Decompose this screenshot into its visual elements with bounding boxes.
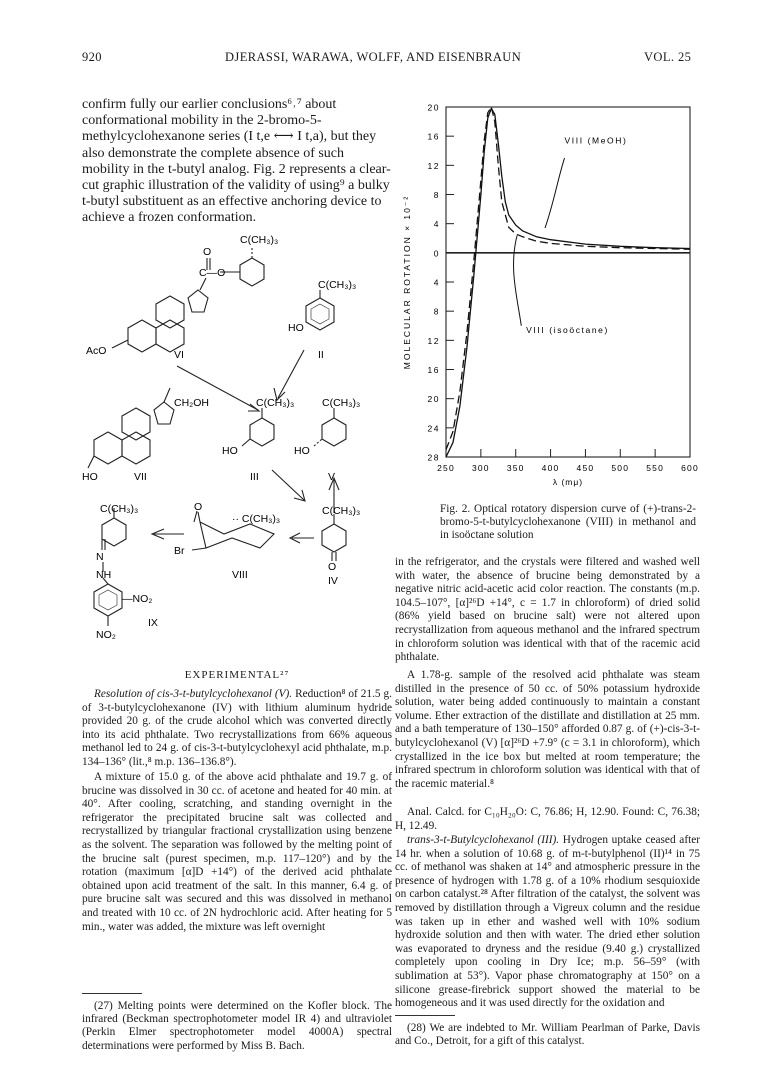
- label-ii: II: [318, 349, 324, 361]
- right-p1: in the refrigerator, and the crystals were filtered and washed well with water, the absence of brucine being demonstrated by a negative nitric acid-acetic acid color reaction. The constants (m.p. 104.5–107°, [α]²⁶D +14°, c = 1.7 in chloroform) of dried solid (86% yield based on brucine salt) were not altered upon recrystallization from aqueous methanol and the infrared spectrum in chloroform solution was identical with that of the racemic acid phthalate.: [395, 556, 700, 664]
- label-aco: AcO: [86, 345, 107, 357]
- experimental-p1: [82, 688, 392, 770]
- steroid-ring-a: [128, 320, 156, 352]
- label-ho-iii: HO: [222, 445, 238, 457]
- experimental-p2: A mixture of 15.0 g. of the above acid phthalate and 19.7 g. of brucine was dissolved in 30 cc. of acetone and heated for 40 min. at 40°. After cooling, scratching, and standing overnight in the refrigerator the precipitated brucine salt was collected and recrystallized by triangular fractional crystallization using benzene as the solvent. The separation was followed by the melting point of the brucine salt (purest specimen, m.p. 117–120°) and by the rotation (maximum [α]D +14°) of the derived acid phthalate obtained upon acid treatment of the salt. In this manner, 6.4 g. of pure brucine salt was secured and this was dissolved in methanol and treated with 10 cc. of 2N hydrochloric acid. After heating for 5 min., water was added, the mixture was left overnight: [82, 771, 392, 933]
- footnote-27: (27) Melting points were determined on the Kofler block. The infrared (Beckman spectrophotometer model IR 4) and ultraviolet (Perkin Elmer spectrophotometer model 4000A) spectral determinations were performed by Miss B. Bach.: [82, 1000, 392, 1052]
- y-tick-label: 8: [433, 190, 440, 200]
- chair-viii: [200, 522, 274, 548]
- y-tick-label: 0: [433, 248, 440, 259]
- label-no2-a: —NO₂: [122, 593, 153, 605]
- pointer-isooctane: [514, 235, 522, 325]
- y-tick-label: 20: [427, 102, 440, 113]
- x-tick-label: 450: [576, 463, 595, 473]
- label-c-o: C—O: [199, 267, 226, 279]
- ring-iv: [322, 524, 346, 552]
- label-no2-b: NO₂: [96, 629, 116, 641]
- chemical-scheme: [82, 228, 394, 660]
- y-tick-label: 20: [427, 394, 440, 405]
- label-ix: IX: [148, 617, 158, 629]
- label-viii: VIII: [232, 569, 248, 581]
- ord-curves: [446, 107, 690, 457]
- right-p3: Anal. Calcd. for C₁₀H₂₀O: C, 76.86; H, 12.90. Found: C, 76.38; H, 12.49.: [395, 806, 700, 832]
- label-o-viii: O: [194, 501, 203, 513]
- y-tick-label: 4: [433, 219, 440, 230]
- label-c-ch3-top: C(CH₃)₃: [240, 234, 279, 246]
- ring-ix-aryl: [94, 584, 122, 616]
- steroid-ring-b: [156, 320, 184, 352]
- pointer-methanol: [545, 158, 565, 228]
- label-c-ch3-iv: C(CH₃)₃: [322, 505, 361, 517]
- x-tick-label: 350: [506, 463, 525, 473]
- x-tick-label: 600: [681, 463, 699, 473]
- annotation-isooctane: VIII (isoöctane): [526, 325, 609, 336]
- label-iv: IV: [328, 575, 338, 587]
- y-tick-label: 24: [427, 423, 440, 434]
- right-p4-text: Hydrogen uptake ceased after 14 hr. when a solution of 10.68 g. of m-t-butylphenol (II)¹⁴ in 75 cc. of methanol was shaken at 14° and atmospheric pressure in the presence of hydrogen with 1.78 g. of a 10% rhodium sesquioxide on carbon catalyst.²⁸ After filtration of the catalyst, the solvent was removed by distillation through a Vigreux column and the residue was taken up in ether and washed well with 10% sodium hydroxide solution and then with water. The dried ether solution was evaporated to dryness and the residue (9.40 g.) crystallized completely upon cooling in Dry Ice; m.p. 56–59° (with sublimation at 53°). Vapor phase chromatography at 150° on a silicone grease-firebrick support showed the material to be homogeneous and it was used directly for the oxidation and: [395, 834, 700, 1010]
- right-p2: A 1.78-g. sample of the resolved acid phthalate was steam distilled in the presence of 50 cc. of 50% potassium hydroxide solution, water being added continuously to maintain a constant volume. Ether extraction of the distillate and distillation at 25 mm. and a bath temperature of 130–150° afforded 0.87 g. of (+)-cis-3-t-butylcyclohexanol (V) [α]²⁶D +7.9° (c = 3.1 in chloroform), which crystallized in the ice box but melted at room temperature; the infrared spectrum in chloroform solution was identical with that of the racemic material.⁸: [395, 669, 700, 790]
- y-tick-label: 16: [427, 365, 440, 375]
- arrow-ii-iii: [278, 350, 304, 398]
- y-tick-label: 16: [427, 131, 440, 142]
- label-ho-vii: HO: [82, 471, 98, 483]
- ring-ix-top: [102, 518, 126, 546]
- label-c-ch3-viii: ·· C(CH₃)₃: [232, 513, 281, 525]
- ord-chart-svg: [400, 95, 700, 500]
- annotation-methanol: VIII (MeOH): [564, 135, 628, 146]
- scheme-drawing: [82, 228, 394, 660]
- x-tick-label: 400: [541, 463, 560, 473]
- y-axis-label: MOLECULAR ROTATION × 10⁻²: [402, 194, 412, 370]
- label-c-ch3-ii: C(CH₃)₃: [318, 279, 357, 291]
- y-tick-label: 8: [433, 306, 440, 317]
- label-v: V: [328, 471, 336, 483]
- volume-label: VOL. 25: [644, 50, 692, 64]
- running-title: DJERASSI, WARAWA, WOLFF, AND EISENBRAUN: [225, 50, 522, 64]
- label-c-ch3-iii: C(CH₃)₃: [256, 397, 295, 409]
- arrow-iii-viii: [272, 470, 304, 500]
- experimental-p1-text: Reduction⁸ of 21.5 g. of 3-t-butylcyclohexanone (IV) with lithium aluminum hydride provided 20 g. of the crude alcohol which was converted directly into its acid phthalate. Two recrystallizations from 66% aqueous methanol led to 24 g. of cis-3-t-butylcyclohexyl acid phthalate, m.p. 134–136° (lit.,⁸ m.p. 136–136.8°).: [82, 688, 393, 768]
- label-iii: III: [250, 471, 259, 483]
- x-tick-label: 300: [471, 463, 490, 473]
- steroid-ring-d: [188, 290, 208, 312]
- label-ho-v: HO: [294, 445, 310, 457]
- label-o-iv: O: [328, 561, 337, 573]
- footnote-rule-left: [82, 993, 142, 994]
- steroid-ring-c: [156, 296, 184, 328]
- right-p4-title: trans-3-t-Butylcyclohexanol (III).: [407, 834, 560, 846]
- footnote-28: (28) We are indebted to Mr. William Pearlman of Parke, Davis and Co., Detroit, for a gift of this catalyst.: [395, 1022, 700, 1048]
- y-tick-label: 28: [427, 452, 440, 463]
- experimental-p1-title: Resolution of cis-3-t-butylcyclohexanol (V).: [94, 688, 293, 700]
- x-tick-label: 550: [646, 463, 665, 473]
- x-tick-label: 500: [611, 463, 630, 473]
- ord-axes: [402, 103, 699, 488]
- label-nh: NH: [96, 569, 112, 581]
- ord-labels: [514, 135, 628, 335]
- y-tick-label: 12: [427, 160, 440, 171]
- right-p4: [395, 834, 700, 1011]
- footnote-rule-right: [395, 1015, 455, 1016]
- ring-phenol: [306, 298, 334, 330]
- intro-paragraph: confirm fully our earlier conclusions⁶˒⁷ about conformational mobility in the 2-bromo-5-methylcyclohexanone series (I t,e ⟷ I t,a), but they also demonstrate the complete absence of such mobility in the t-butyl analog. Fig. 2 represents a clear-cut graphic illustration of the validity of using⁹ a bulky t-butyl substituent as an effective anchoring device to achieve a frozen conformation.: [82, 97, 391, 226]
- label-br: Br: [174, 545, 185, 557]
- ring-iii: [250, 418, 274, 446]
- label-o-top: O: [203, 246, 212, 258]
- experimental-heading: EXPERIMENTAL²⁷: [184, 669, 290, 681]
- ring-ester: [240, 258, 264, 286]
- label-ch2oh: CH₂OH: [174, 397, 209, 409]
- label-vi: VI: [174, 349, 184, 361]
- ring-v: [322, 418, 346, 446]
- label-n: N: [96, 551, 104, 563]
- ord-chart: [400, 95, 700, 500]
- x-axis-label: λ (mμ): [552, 477, 584, 487]
- label-ho-ii: HO: [288, 322, 304, 334]
- label-c-ch3-ix: C(CH₃)₃: [100, 503, 139, 515]
- label-c-ch3-v-top: C(CH₃)₃: [322, 397, 361, 409]
- figure-caption: Fig. 2. Optical rotatory dispersion curve of (+)-trans-2-bromo-5-t-butylcyclohexanone (VIII) in methanol and in isoöctane solution: [440, 503, 696, 542]
- x-tick-label: 250: [437, 463, 455, 473]
- y-tick-label: 4: [433, 277, 440, 288]
- y-tick-label: 12: [427, 335, 440, 346]
- series-isooctane-line: [446, 107, 690, 450]
- page-number: 920: [82, 50, 102, 64]
- label-vii: VII: [134, 471, 147, 483]
